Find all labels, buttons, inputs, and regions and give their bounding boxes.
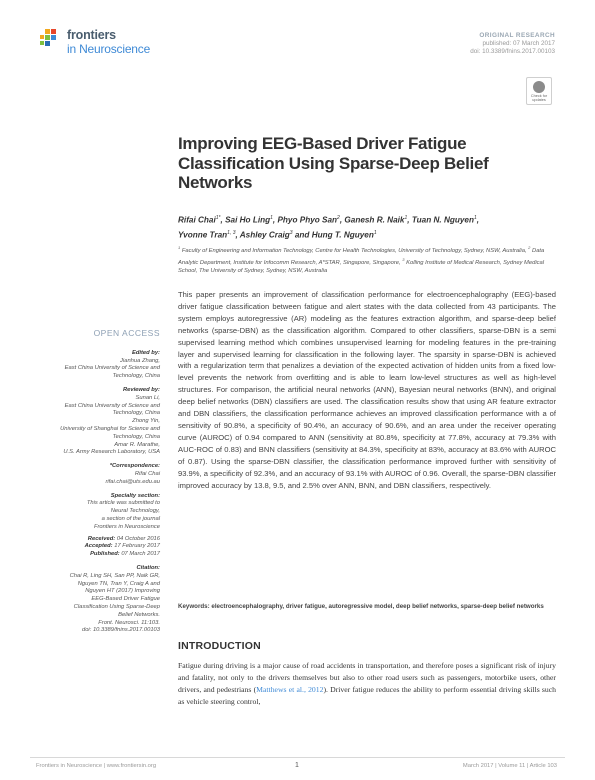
accepted-row	[30, 543, 160, 551]
specialty-line: This article was submitted to	[86, 500, 160, 507]
author-sup: 1	[373, 229, 377, 236]
edited-by-label: Edited by:	[131, 349, 160, 356]
introduction-text	[178, 660, 556, 708]
specialty-line: Frontiers in Neuroscience	[93, 523, 160, 530]
reviewer-line: University of Shanghai for Science and	[60, 425, 160, 432]
abstract: This paper presents an improvement of classification performance for electroencephalography (EEG)-based driver fatigue classification between fatigue and alert states with the data collected from 43 participants. The system employs autoregressive (AR) modeling as the features extraction algorithm, and sparse-deep belief networks (sparse-DBN) as the classification algorithm. Compared to other classifiers, sparse-DBN is a semi supervised learning method which combines unsupervised learning for modeling features in the pre-training layer and supervised learning for classification in the following layer. The sparsity in sparse-DBN is achieved with a regularization term that penalizes a deviation of the expected activation of hidden units from a fixed low-level prevents the network from overfitting and is able to learn low-level structures as well as high-level structures. For comparison, the artificial neural networks (ANN), Bayesian neural networks (BNN), and original deep belief networks (DBN) classifiers are used. The classification results show that using AR feature extractor and DBN classifiers, the classification performance achieves an improved classification performance with a of sensitivity of 90.8%, a specificity of 90.4%, an accuracy of 90.6%, and an area under the receiver operating curve (AUROC) of 0.94 compared to ANN (sensitivity at 80.8%, specificity at 77.8%, accuracy at 79.3% with AUC-ROC of 0.83) and BNN classifiers (sensitivity at 84.3%, specificity at 83%, accuracy at 83.6% with AUROC of 0.87). Using the sparse-DBN classifier, the classification performance improved further with sensitivity of 93.9%, a specificity of 92.3%, and an accuracy of 93.1% with AUROC of 0.96. Overall, the sparse-DBN classifier improved accuracy by 13.8, 9.5, and 2.5% over ANN, BNN, and DBN classifiers, respectively.	[178, 290, 556, 490]
footer-journal[interactable]: Frontiers in Neuroscience | www.frontiersin.org	[36, 763, 157, 769]
open-access-label: OPEN ACCESS	[93, 328, 160, 338]
crossmark-icon	[533, 81, 545, 93]
frontiers-logo-icon	[40, 27, 66, 53]
correspondence-name: Rifai Chai	[134, 470, 160, 477]
check-for-updates-badge[interactable]	[526, 77, 552, 105]
author-sup: 1	[404, 215, 408, 221]
author-sup: 3	[289, 229, 293, 236]
editor-line: East China University of Science and	[64, 365, 160, 372]
correspondence-label: *Correspondence:	[109, 463, 160, 470]
specialty-line: Neural Technology,	[110, 508, 160, 515]
citation-line: Front. Neurosci. 11:103.	[98, 619, 160, 626]
citation-line: Chai R, Ling SH, San PP, Naik GR,	[69, 572, 160, 579]
published-row	[30, 551, 160, 559]
page-number: 1	[295, 762, 299, 769]
affil-sup: 3	[402, 256, 405, 262]
editor-line: Technology, China	[112, 373, 160, 380]
affil-sup: 2	[528, 245, 531, 250]
reviewer-line: Technology, China	[112, 433, 160, 440]
article-meta	[470, 32, 555, 56]
received-label: Received:	[87, 535, 116, 542]
citation-line[interactable]: doi: 10.3389/fnins.2017.00103	[81, 627, 160, 634]
author-name[interactable]: Hung T. Nguyen	[311, 230, 374, 240]
author-name[interactable]: Sai Ho Ling	[225, 215, 271, 225]
author-sup: 1	[270, 215, 273, 221]
reviewer-line: Zhong Yin,	[132, 418, 160, 425]
citation-line: Classification Using Sparse-Deep	[73, 603, 160, 610]
keywords-text: electroencephalography, driver fatigue, autoregressive model, deep belief networks, sparse-deep belief networks	[211, 603, 544, 610]
reviewer-line: U.S. Army Research Laboratory, USA	[63, 449, 160, 456]
author-name[interactable]: Phyo Phyo San	[277, 215, 338, 225]
author-name[interactable]: Yvonne Tran	[178, 230, 228, 240]
badge-text-2: updates	[532, 98, 546, 102]
citation-line: Belief Networks.	[118, 611, 160, 618]
specialty-label: Specialty section:	[110, 492, 160, 499]
badge-text-1: Check for	[530, 94, 548, 98]
reviewer-line: Amar R. Marathe,	[114, 441, 160, 448]
affiliation-1: Faculty of Engineering and Information Technology, Centre for Health Technologies, University of Technology, Sydney, NSW, Australia,	[181, 247, 527, 254]
author-name[interactable]: Ganesh R. Naik	[344, 215, 405, 225]
author-name[interactable]: Ashley Craig	[239, 230, 290, 240]
journal-name-line2: in Neuroscience	[67, 42, 151, 56]
footer-issue: March 2017 | Volume 11 | Article 103	[462, 763, 557, 769]
author-list: Rifai Chai$^{1*}$, Sai Ho Ling$^1$, Phyo Phyo San$^2$, Ganesh R. Naik$^1$, Tuan N. Nguyen$^1$, Yvonne Tran$^{1, 3}$, Ashley Craig$^3$ and Hung T. Nguyen$^1$	[178, 215, 480, 240]
accepted-label: Accepted:	[84, 543, 113, 550]
accepted-date: 17 February 2017	[114, 543, 160, 550]
affiliation-2: Data Analytic Department, Institute for Infocomm Research, A*STAR, Singapore, Singapore,	[178, 247, 545, 266]
received-row	[30, 536, 160, 544]
affil-sup: 1	[178, 245, 181, 250]
citation-line: Nguyen TN, Tran Y, Craig A and	[77, 580, 160, 587]
intro-text-1: Fatigue during driving is a major cause of road accidents in transportation, and therefore poses a significant risk of injury and fatality, not only to the drivers themselves but also to other road users such as passengers, motorbike users, other drivers, and pedestrians (	[178, 661, 556, 694]
published-label: Published:	[90, 551, 120, 558]
keywords-label: Keywords:	[178, 603, 210, 610]
article-title: Improving EEG-Based Driver Fatigue Classification Using Sparse-Deep Belief Networks	[178, 134, 489, 192]
author-sup: 1, 3	[227, 229, 236, 236]
received-date: 04 October 2016	[116, 535, 160, 542]
affiliations	[178, 244, 553, 276]
citation-link[interactable]: Matthews et al., 2012	[256, 684, 324, 694]
author-name[interactable]: Tuan N. Nguyen	[411, 215, 474, 225]
citation-line: EEG-Based Driver Fatigue	[91, 596, 160, 603]
citation-line: Nguyen HT (2017) Improving	[85, 588, 160, 595]
article-type: ORIGINAL RESEARCH	[479, 32, 555, 39]
author-name[interactable]: Rifai Chai	[178, 215, 216, 225]
reviewer-line: Technology, China	[112, 410, 160, 417]
author-sup: 1*	[215, 215, 221, 221]
citation-label: Citation:	[136, 564, 160, 571]
journal-logo	[40, 27, 200, 57]
footer-divider	[30, 757, 565, 758]
published-date-side: 07 March 2017	[121, 551, 160, 558]
reviewed-by-label: Reviewed by:	[122, 386, 160, 393]
article-doi[interactable]: doi: 10.3389/fnins.2017.00103	[470, 48, 555, 55]
author-sup: 2	[337, 215, 340, 221]
correspondence-email[interactable]: rifai.chai@uts.edu.au	[105, 478, 160, 485]
author-sup: 1	[473, 215, 477, 221]
intro-text-2: ). Driver fatigue reduces the ability to perform essential driving skills such as vehicle steering control,	[178, 684, 557, 706]
reviewer-line: Sunan Li,	[135, 394, 160, 401]
journal-name-line1: frontiers	[67, 28, 116, 42]
affiliation-3: Kolling Institute of Medical Research, Sydney Medical School, The University of Sydney, Sydney, NSW, Australia	[178, 259, 545, 275]
keywords	[178, 602, 556, 611]
specialty-line: a section of the journal	[101, 515, 160, 522]
section-heading-introduction: INTRODUCTION	[178, 640, 261, 652]
published-date: published: 07 March 2017	[482, 40, 555, 47]
reviewer-line: East China University of Science and	[64, 402, 160, 409]
editor-line: Jianhua Zhang,	[120, 357, 160, 364]
sidebar	[30, 330, 160, 635]
